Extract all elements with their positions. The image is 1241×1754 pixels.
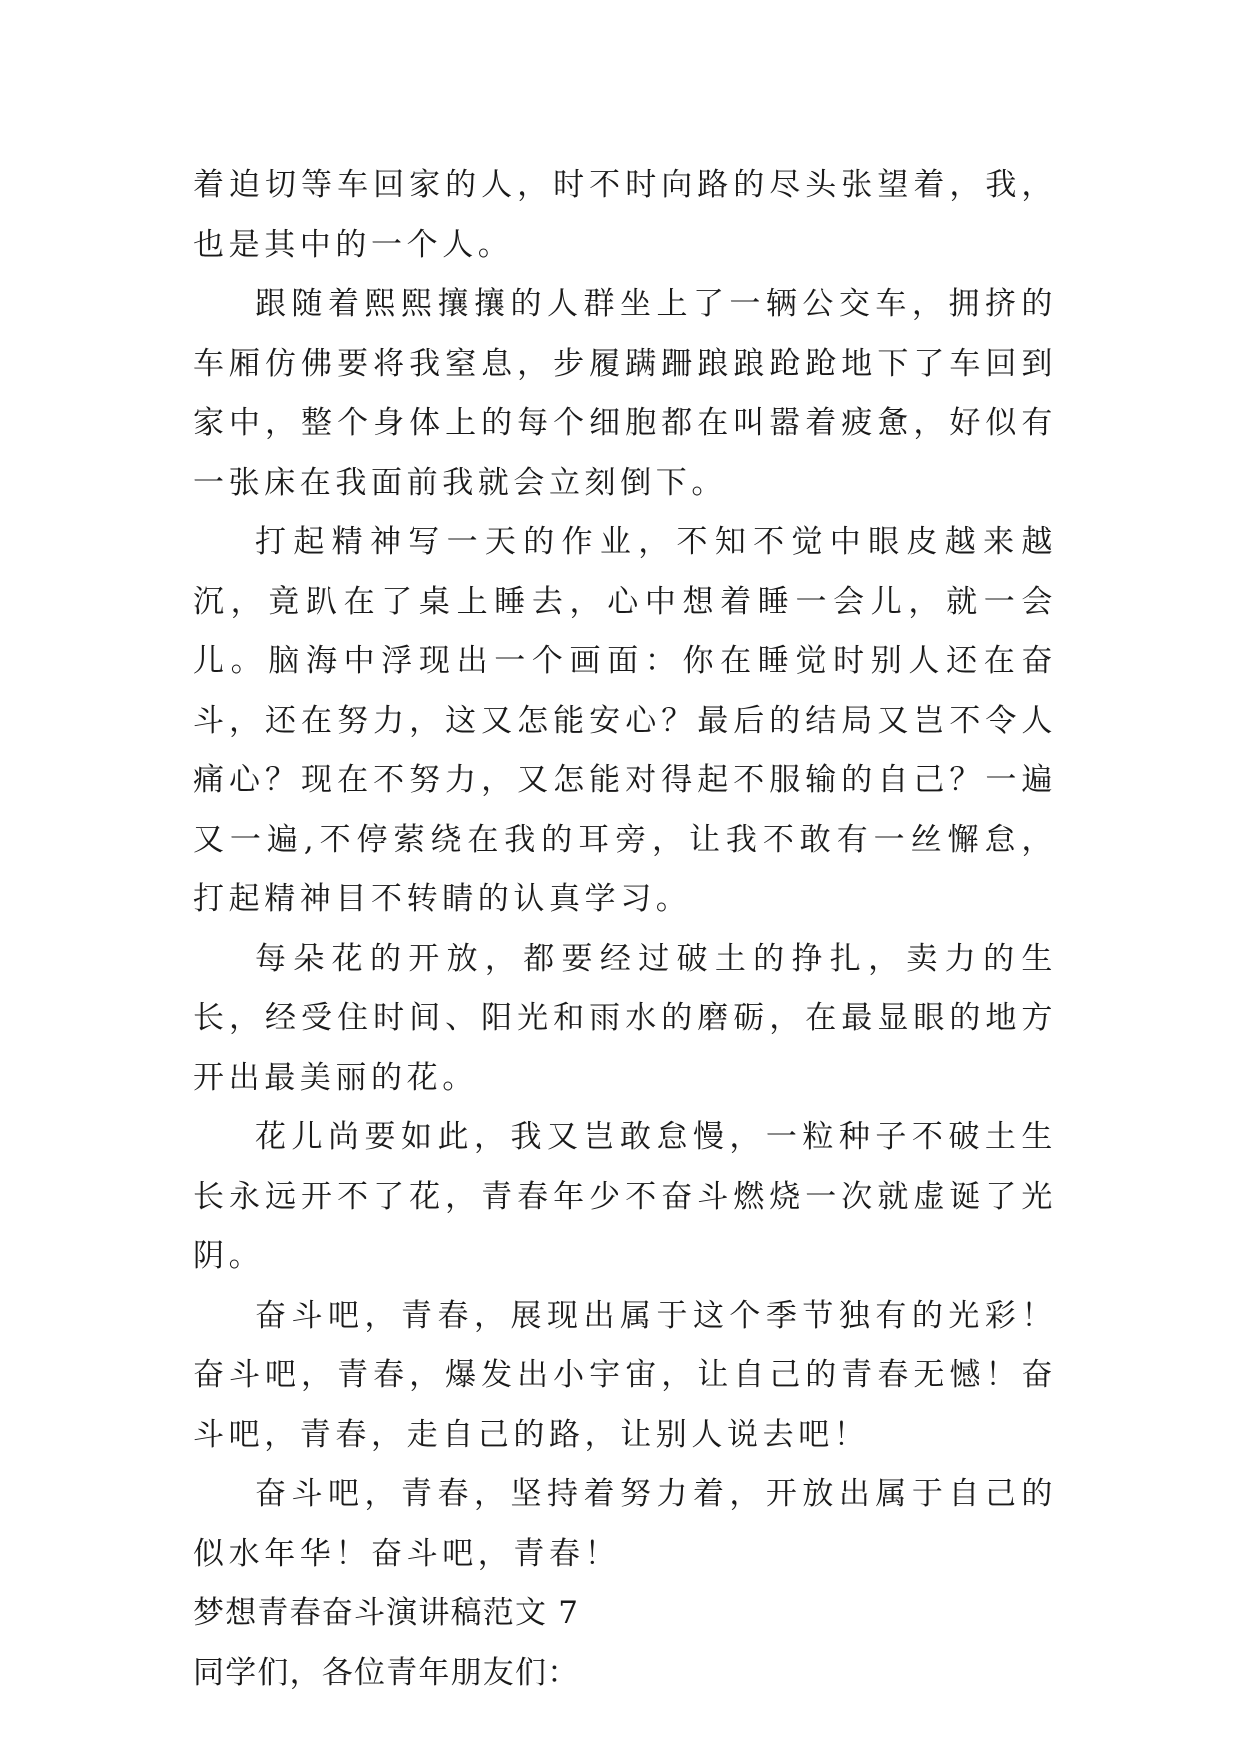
paragraph-6: 奋斗吧，青春，展现出属于这个季节独有的光彩！奋斗吧，青春，爆发出小宇宙，让自己的青春无憾！奋斗吧，青春，走自己的路，让别人说去吧！: [193, 1297, 1057, 1453]
paragraph-7: 奋斗吧，青春，坚持着努力着，开放出属于自己的似水年华！奋斗吧，青春！: [193, 1476, 1057, 1572]
paragraph-1: 着迫切等车回家的人，时不时向路的尽头张望着，我，也是其中的一个人。: [193, 167, 1057, 263]
section-heading: 梦想青春奋斗演讲稿范文 7: [193, 1595, 580, 1631]
paragraph-4: 每朵花的开放，都要经过破土的挣扎，卖力的生长，经受住时间、阳光和雨水的磨砺，在最显眼的地方开出最美丽的花。: [193, 940, 1057, 1096]
salutation: 同学们，各位青年朋友们：: [193, 1654, 580, 1691]
document-body: [193, 156, 1057, 1703]
paragraph-2: 跟随着熙熙攘攘的人群坐上了一辆公交车，拥挤的车厢仿佛要将我窒息，步履蹒跚踉踉跄跄地下了车回到家中，整个身体上的每个细胞都在叫嚣着疲惫，好似有一张床在我面前我就会立刻倒下。: [193, 286, 1057, 501]
paragraph-3: 打起精神写一天的作业，不知不觉中眼皮越来越沉，竟趴在了桌上睡去，心中想着睡一会儿，就一会儿。脑海中浮现出一个画面：你在睡觉时别人还在奋斗，还在努力，这又怎能安心？最后的结局又岂不令人痛心？现在不努力，又怎能对得起不服输的自己？一遍又一遍,不停萦绕在我的耳旁，让我不敢有一丝懈怠，打起精神目不转睛的认真学习。: [193, 524, 1057, 917]
paragraph-5: 花儿尚要如此，我又岂敢怠慢，一粒种子不破土生长永远开不了花，青春年少不奋斗燃烧一次就虚诞了光阴。: [193, 1119, 1057, 1274]
